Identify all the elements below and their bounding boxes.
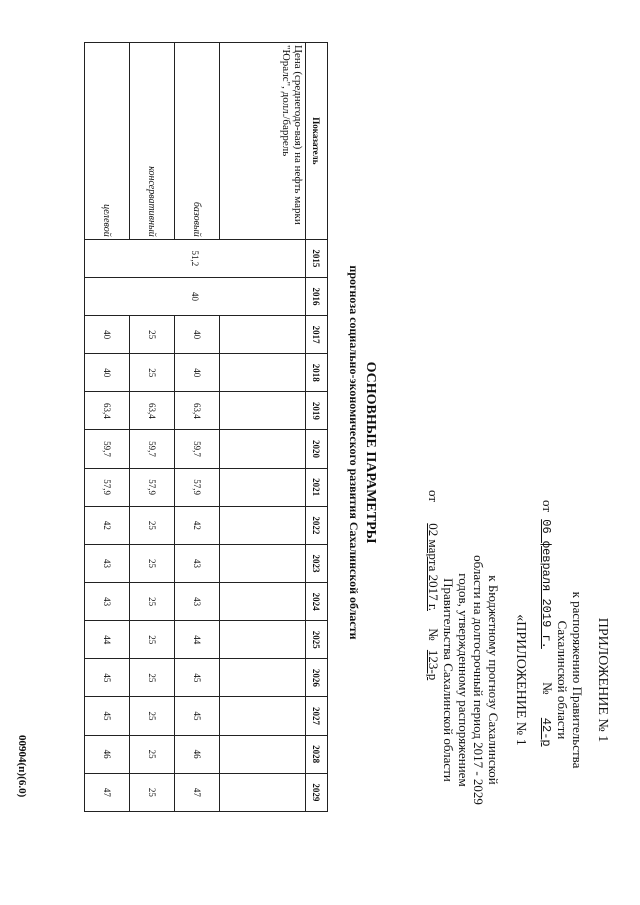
column-header-indicator: Показатель bbox=[306, 43, 328, 240]
appendix-2-date: 02 марта 2017 г. bbox=[426, 523, 441, 611]
table-cell: 43 bbox=[175, 583, 220, 621]
year-header: 2029 bbox=[306, 773, 328, 811]
table-cell: 42 bbox=[175, 506, 220, 544]
appendix-1-block bbox=[538, 480, 610, 880]
table-cell: 63,4 bbox=[130, 392, 175, 430]
table-cell-2015: 51,2 bbox=[85, 239, 306, 277]
year-header: 2021 bbox=[306, 468, 328, 506]
table-cell: 25 bbox=[130, 735, 175, 773]
appendix-1-date: 06 февраля 2019 г. bbox=[539, 519, 553, 649]
table-cell: 25 bbox=[130, 697, 175, 735]
year-header: 2022 bbox=[306, 506, 328, 544]
table-cell: 59,7 bbox=[85, 430, 130, 468]
table-cell: 45 bbox=[85, 697, 130, 735]
appendix-1-line1: к распоряжению Правительства bbox=[570, 591, 585, 769]
table-row bbox=[220, 43, 306, 812]
appendix-2-title: «ПРИЛОЖЕНИЕ № 1 bbox=[513, 614, 528, 746]
heading-title: ОСНОВНЫЕ ПАРАМЕТРЫ bbox=[363, 361, 378, 544]
year-header: 2024 bbox=[306, 583, 328, 621]
appendix-2-from-label: от bbox=[426, 490, 441, 503]
scenario-label: консервативный bbox=[130, 43, 175, 240]
table-cell: 59,7 bbox=[130, 430, 175, 468]
table-cell: 25 bbox=[130, 316, 175, 354]
appendix-2-number: 123-р bbox=[426, 649, 441, 681]
table-cell-2016: 40 bbox=[85, 277, 306, 315]
appendix-1-date-line bbox=[538, 480, 555, 880]
table-cell: 25 bbox=[130, 659, 175, 697]
table-cell: 40 bbox=[175, 316, 220, 354]
year-header: 2027 bbox=[306, 697, 328, 735]
scenario-label: базовый bbox=[175, 43, 220, 240]
table-cell: 40 bbox=[85, 354, 130, 392]
document-code: 00904(п)(6.0) bbox=[16, 735, 28, 798]
table-cell: 46 bbox=[175, 735, 220, 773]
table-cell: 43 bbox=[85, 544, 130, 582]
table-row bbox=[130, 43, 175, 812]
table-cell: 43 bbox=[85, 583, 130, 621]
table-cell: 42 bbox=[85, 506, 130, 544]
table-cell: 63,4 bbox=[175, 392, 220, 430]
table-cell: 44 bbox=[85, 621, 130, 659]
year-header: 2017 bbox=[306, 316, 328, 354]
table-cell: 25 bbox=[130, 506, 175, 544]
appendix-2-line2: области на долгосрочный период 2017 - 2029 bbox=[471, 555, 486, 805]
appendix-2-date-line bbox=[426, 470, 441, 890]
table-cell: 57,9 bbox=[130, 468, 175, 506]
table-cell: 59,7 bbox=[175, 430, 220, 468]
appendix-2-num-label: № bbox=[426, 628, 441, 641]
table-row bbox=[85, 43, 130, 812]
table-cell: 25 bbox=[130, 621, 175, 659]
table-cell: 44 bbox=[175, 621, 220, 659]
table-cell: 40 bbox=[85, 316, 130, 354]
table-cell: 25 bbox=[130, 544, 175, 582]
table-cell: 43 bbox=[175, 544, 220, 582]
table-cell: 40 bbox=[175, 354, 220, 392]
year-header: 2020 bbox=[306, 430, 328, 468]
appendix-1-from-label: от bbox=[540, 500, 555, 513]
table-cell: 45 bbox=[85, 659, 130, 697]
table-row bbox=[175, 43, 220, 812]
year-header: 2028 bbox=[306, 735, 328, 773]
scenario-label: целевой bbox=[85, 43, 130, 240]
year-header: 2023 bbox=[306, 544, 328, 582]
appendix-2-line3: годов, утвержденному распоряжением bbox=[456, 573, 471, 787]
year-header: 2026 bbox=[306, 659, 328, 697]
table-cell: 46 bbox=[85, 735, 130, 773]
table-cell: 57,9 bbox=[175, 468, 220, 506]
table-cell: 47 bbox=[175, 773, 220, 811]
appendix-1-number: 42-р bbox=[539, 717, 553, 747]
table-cell: 57,9 bbox=[85, 468, 130, 506]
year-header: 2016 bbox=[306, 277, 328, 315]
table-cell: 63,4 bbox=[85, 392, 130, 430]
table-cell: 45 bbox=[175, 659, 220, 697]
appendix-2-line4: Правительства Сахалинской области bbox=[441, 578, 456, 782]
year-header: 2018 bbox=[306, 354, 328, 392]
indicator-label: Цена (среднегодо-вая) на нефть марки "Юралс", долл./баррель bbox=[220, 43, 306, 240]
table-cell: 45 bbox=[175, 697, 220, 735]
table-cell: 25 bbox=[130, 773, 175, 811]
table-cell: 47 bbox=[85, 773, 130, 811]
document-heading bbox=[346, 0, 378, 905]
appendix-2-line1: к Бюджетному прогнозу Сахалинской bbox=[486, 575, 501, 785]
year-header: 2025 bbox=[306, 621, 328, 659]
year-header: 2015 bbox=[306, 239, 328, 277]
table-header-row bbox=[306, 43, 328, 812]
appendix-2-block bbox=[426, 470, 528, 890]
appendix-1-line2: Сахалинской области bbox=[555, 620, 570, 740]
table-cell: 25 bbox=[130, 354, 175, 392]
heading-subtitle: прогноза социально-экономического развития Сахалинской области bbox=[347, 265, 361, 640]
appendix-1-title: ПРИЛОЖЕНИЕ № 1 bbox=[595, 617, 610, 743]
table-cell: 25 bbox=[130, 583, 175, 621]
appendix-1-num-label: № bbox=[540, 682, 555, 695]
parameters-table bbox=[84, 42, 328, 812]
year-header: 2019 bbox=[306, 392, 328, 430]
